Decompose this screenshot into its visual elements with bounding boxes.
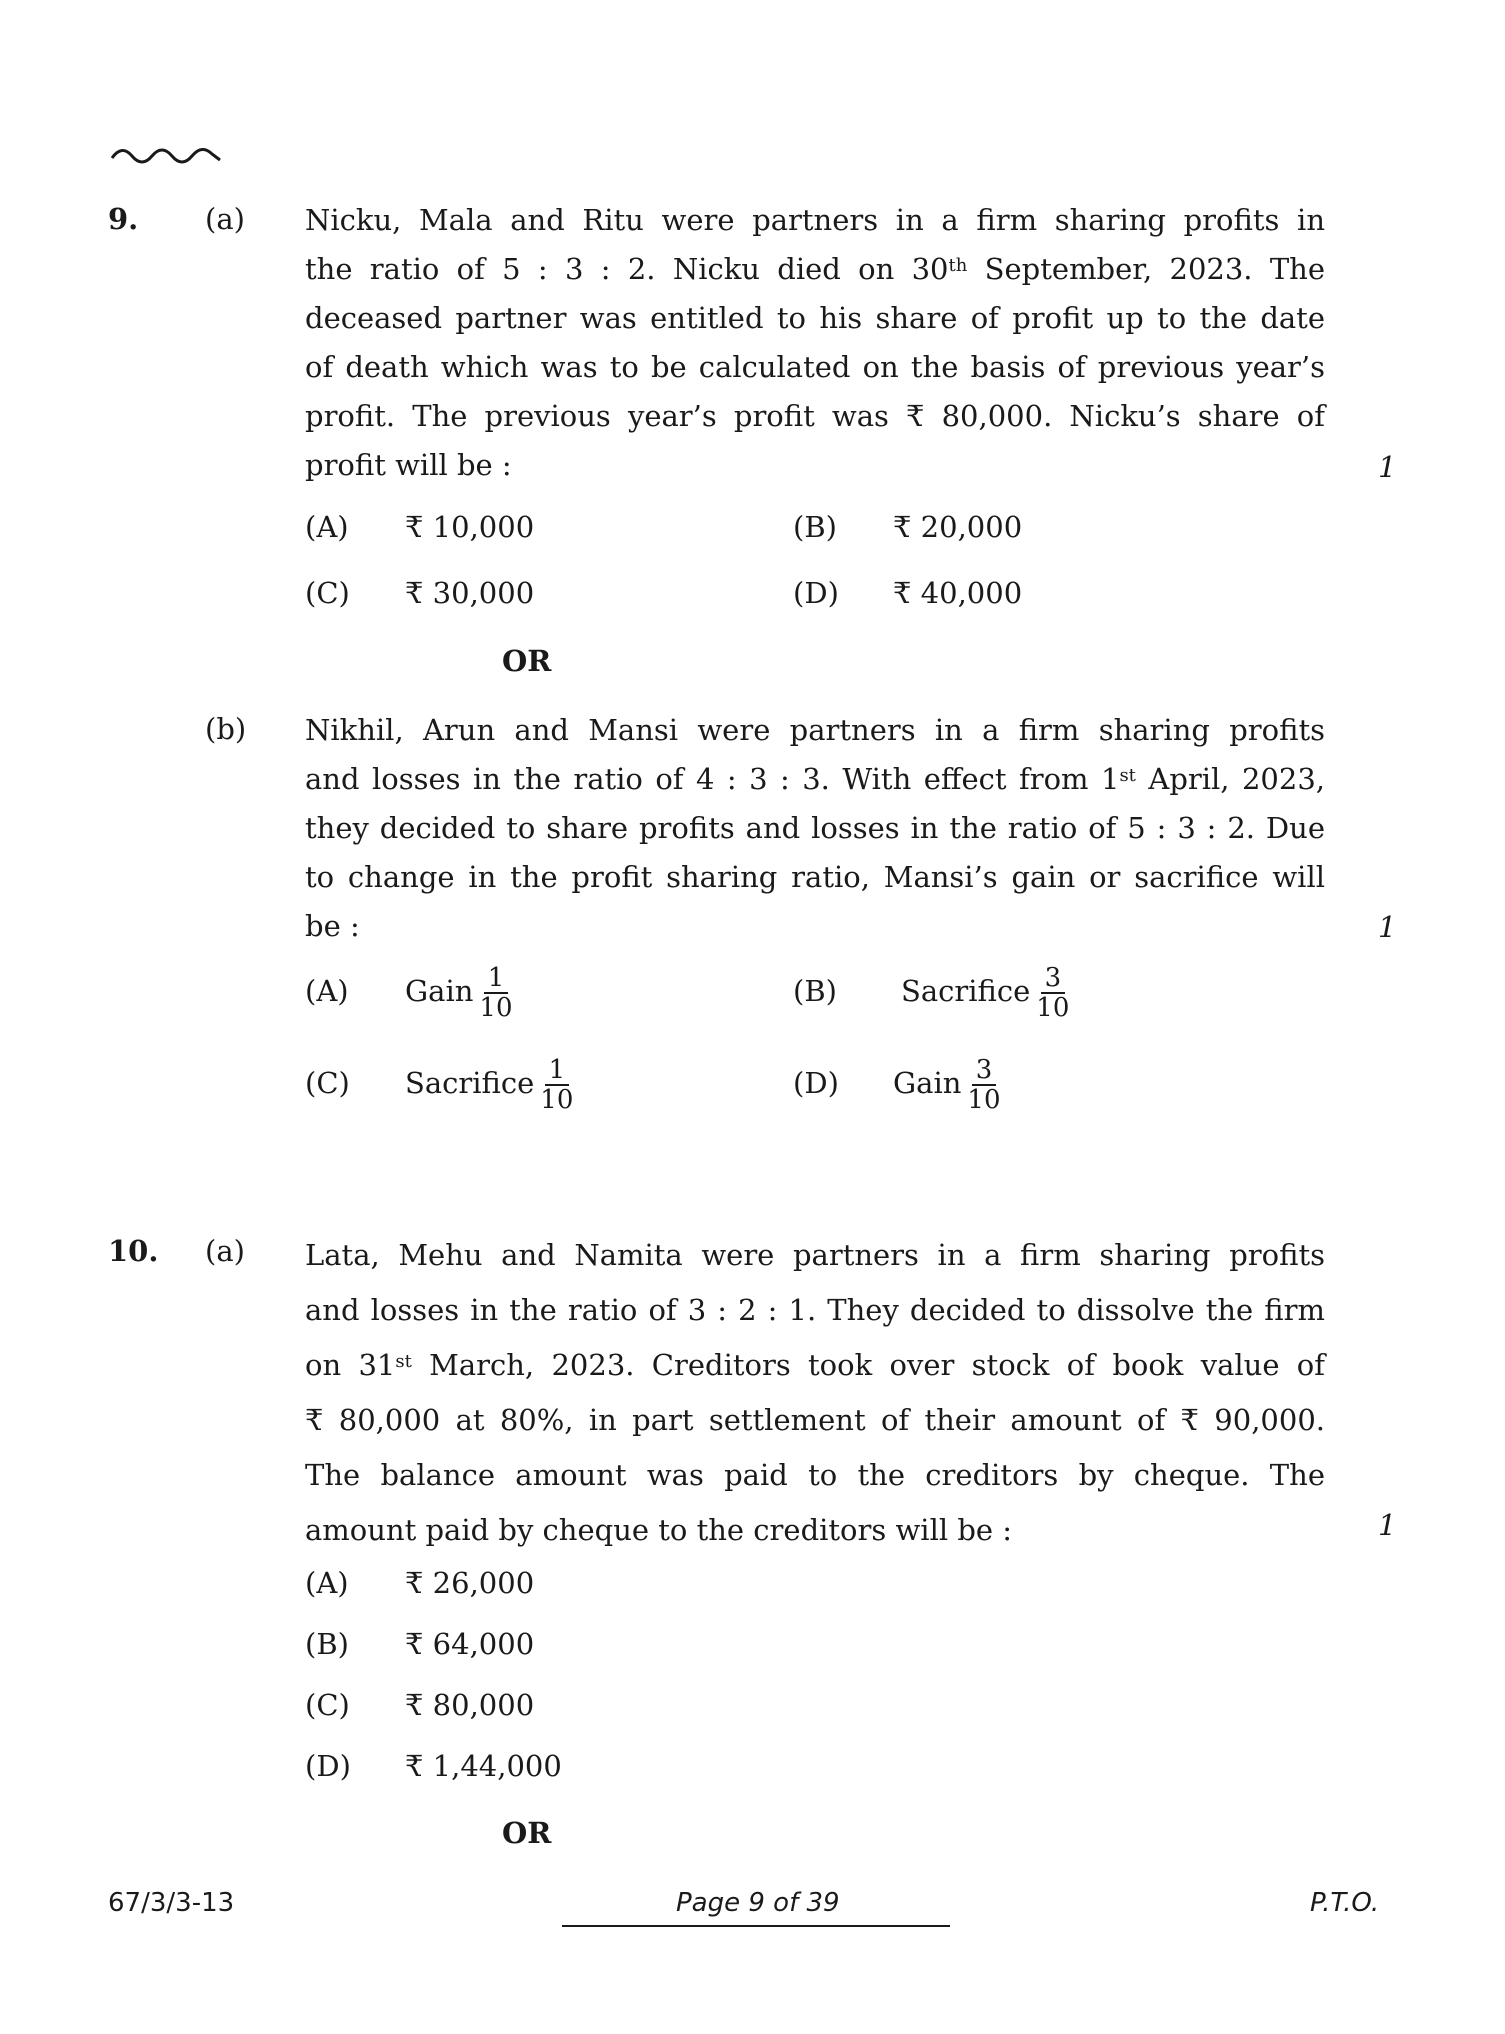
q10a-line-5: The balance amount was paid to the creditors by cheque. The [305,1458,1325,1492]
q9-part-a-label: (a) [205,202,245,236]
option-word: Sacrifice [901,974,1031,1008]
paper-code: 67/3/3-13 [108,1888,235,1918]
option-label: (A) [305,510,349,544]
option-label: (B) [793,510,837,544]
q9b-option-b [793,964,1069,1022]
q10a-option-d [305,1749,562,1783]
fraction [1036,964,1069,1022]
q9a-line-2-part: the ratio of 5 : 3 : 2. Nicku died on 30 [305,252,949,286]
option-value: ₹ 30,000 [405,576,535,610]
option-word: Gain [893,1066,962,1100]
q9b-line-2 [305,755,1325,804]
q10a-line-1: Lata, Mehu and Namita were partners in a firm sharing profits [305,1238,1325,1272]
q10a-marks: 1 [1378,1508,1397,1542]
option-value: ₹ 64,000 [405,1627,535,1661]
q9b-line-2-part: and losses in the ratio of 4 : 3 : 3. With effect from 1 [305,762,1120,796]
q9b-line-5: be : [305,909,360,943]
question-number-9: 9. [108,202,139,236]
q10-part-a-label: (a) [205,1234,245,1268]
option-label: (B) [793,974,837,1008]
option-label: (B) [305,1627,349,1661]
pto-label: P.T.O. [1310,1888,1380,1918]
fraction [479,964,512,1022]
page-number: Page 9 of 39 [676,1888,840,1918]
fraction-denominator: 10 [967,1085,1001,1115]
q9a-option-a [305,510,534,544]
footer-divider [562,1925,950,1927]
q10a-line-3 [305,1338,1325,1393]
q10a-question-text [305,1228,1325,1558]
fraction-numerator: 3 [1041,964,1066,994]
option-label: (D) [305,1749,351,1783]
option-word: Gain [405,974,474,1008]
option-value: ₹ 10,000 [405,510,535,544]
q9b-line-1: Nikhil, Arun and Mansi were partners in a firm sharing profits [305,713,1325,747]
option-value: ₹ 40,000 [893,576,1023,610]
q9a-line-4: of death which was to be calculated on the basis of previous year’s [305,350,1325,384]
q9b-marks: 1 [1378,910,1397,944]
q9a-line-5: profit. The previous year’s profit was ₹ 80,000. Nicku’s share of [305,399,1325,433]
option-value: ₹ 26,000 [405,1566,535,1600]
q9b-line-4: to change in the profit sharing ratio, Mansi’s gain or sacrifice will [305,860,1325,894]
option-label: (D) [793,576,839,610]
question-number-10: 10. [108,1234,159,1268]
q9b-option-c [305,1056,573,1114]
option-label: (C) [305,576,350,610]
q9a-line-2-rest: September, 2023. The [967,252,1326,286]
option-label: (D) [793,1066,839,1100]
fraction-numerator: 3 [972,1056,997,1086]
wave-mark-icon [108,140,228,170]
q9a-marks: 1 [1378,450,1397,484]
q9-part-b-label: (b) [205,712,247,746]
option-label: (C) [305,1066,350,1100]
superscript-st: st [395,1351,412,1372]
q10a-line-2: and losses in the ratio of 3 : 2 : 1. They decided to dissolve the firm [305,1293,1325,1327]
option-value: ₹ 80,000 [405,1688,535,1722]
option-word: Sacrifice [405,1066,535,1100]
option-label: (A) [305,1566,349,1600]
q10a-line-3-part: on 31 [305,1348,396,1382]
q9b-question-text [305,706,1325,951]
q9b-option-a [305,964,513,1022]
q9a-line-2 [305,245,1325,294]
fraction-denominator: 10 [1036,993,1070,1023]
q10a-line-3-rest: March, 2023. Creditors took over stock of book value of [411,1348,1325,1382]
fraction-numerator: 1 [484,964,509,994]
q10a-line-4: ₹ 80,000 at 80%, in part settlement of their amount of ₹ 90,000. [305,1403,1325,1437]
q9a-option-b [793,510,1022,544]
or-separator-q9: OR [502,644,552,678]
q9b-line-2-rest: April, 2023, [1135,762,1325,796]
q9b-option-d [793,1056,1001,1114]
option-label: (A) [305,974,349,1008]
fraction-denominator: 10 [479,993,513,1023]
q9a-line-6: profit will be : [305,448,512,482]
or-separator-q10: OR [502,1816,552,1850]
q10a-option-c [305,1688,534,1722]
option-label: (C) [305,1688,350,1722]
option-value: ₹ 1,44,000 [405,1749,562,1783]
q9a-line-1: Nicku, Mala and Ritu were partners in a firm sharing profits in [305,203,1325,237]
fraction-numerator: 1 [545,1056,570,1086]
fraction [967,1056,1000,1114]
q10a-option-a [305,1566,534,1600]
superscript-th: th [948,255,968,276]
q9a-option-d [793,576,1022,610]
q10a-option-b [305,1627,534,1661]
q9a-option-c [305,576,534,610]
q9b-line-3: they decided to share profits and losses in the ratio of 5 : 3 : 2. Due [305,811,1325,845]
fraction-denominator: 10 [540,1085,574,1115]
fraction [540,1056,573,1114]
q9a-line-3: deceased partner was entitled to his share of profit up to the date [305,301,1325,335]
q10a-line-6: amount paid by cheque to the creditors will be : [305,1513,1013,1547]
q9a-question-text [305,196,1325,490]
superscript-st: st [1119,765,1136,786]
option-value: ₹ 20,000 [893,510,1023,544]
